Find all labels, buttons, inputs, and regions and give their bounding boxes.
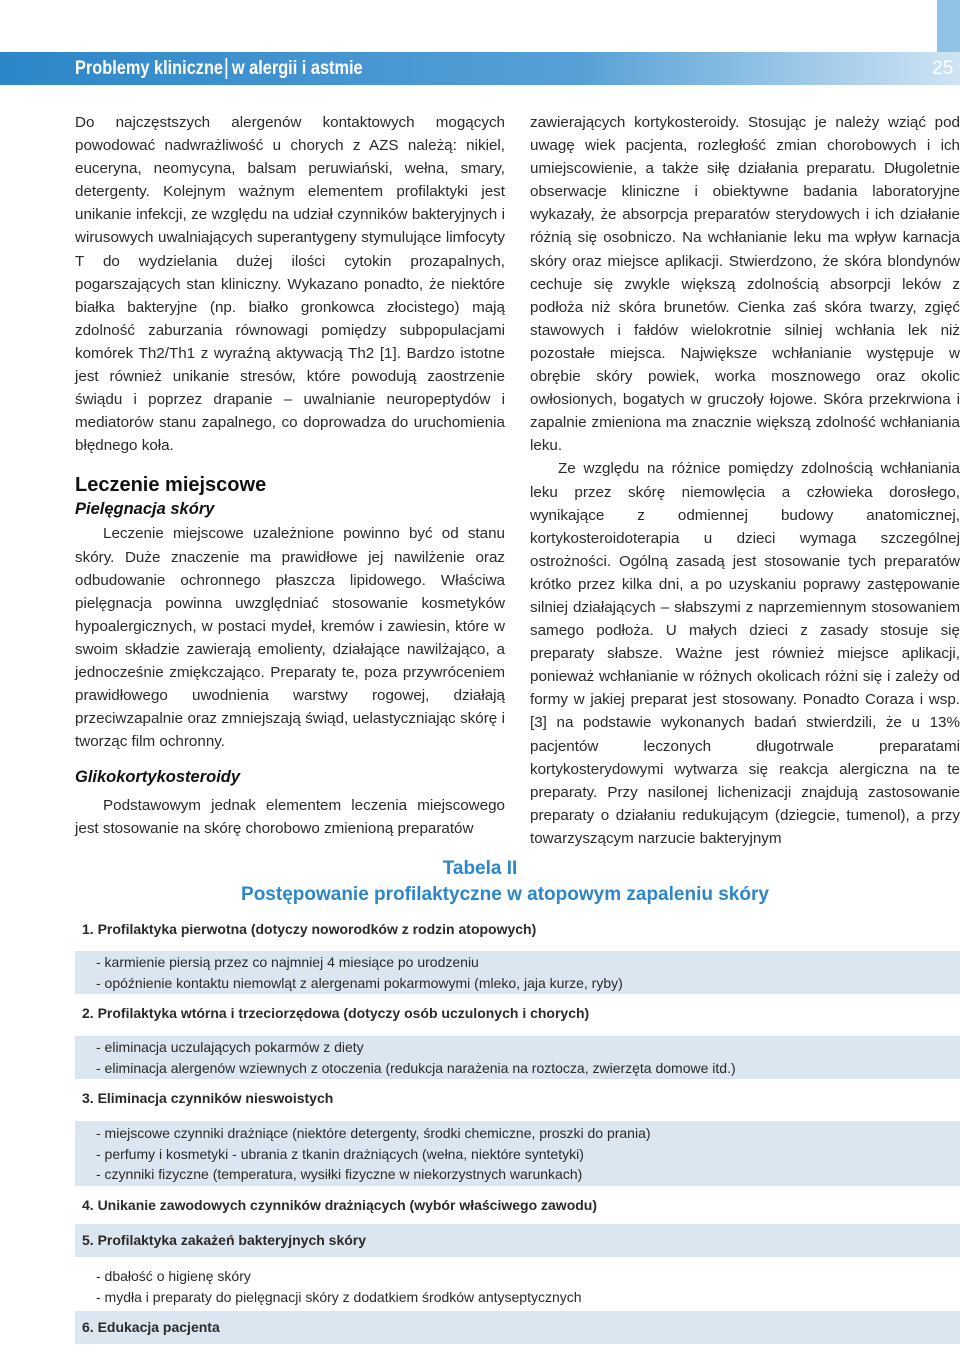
table-item: - mydła i preparaty do pielęgnacji skóry z dodatkiem środków antyseptycznych bbox=[96, 1288, 582, 1305]
left-paragraph-3: Podstawowym jednak elementem leczenia miejscowego jest stosowanie na skórę chorobowo zmienioną preparatów bbox=[75, 797, 505, 838]
journal-title-part2: w alergii i astmie bbox=[231, 58, 363, 79]
table-section-5-items bbox=[75, 1265, 960, 1308]
table-section-3-items bbox=[75, 1121, 960, 1186]
left-column bbox=[75, 111, 505, 841]
table-item: - perfumy i kosmetyki - ubrania z tkanin drażniących (wełna, niektóre syntetyki) bbox=[96, 1145, 584, 1162]
table-section-2-items bbox=[75, 1036, 960, 1079]
table-subtitle: Postępowanie profilaktyczne w atopowym zapaleniu skóry bbox=[241, 884, 769, 905]
section-title: Leczenie miejscowe bbox=[75, 474, 267, 497]
right-column bbox=[530, 111, 960, 850]
subsection-title: Pielęgnacja skóry bbox=[75, 500, 215, 519]
table-section-6-heading-row bbox=[75, 1311, 960, 1344]
journal-title bbox=[75, 58, 363, 80]
right-paragraph-1: zawierających kortykosteroidy. Stosując je należy wziąć pod uwagę wiek pacjenta, rozległość zmian chorobowych i ich umiejscowienie, a także siłę działania preparatu. Długoletnie obserwacje kliniczne i obiektywne badania laboratoryjne wykazały, że absorpcja preparatów sterydowych i ich działanie różnią się osobniczo. Na wchłanianie leku ma wpływ karnacja skóry oraz miejsce aplikacji. Stwierdzono, że skóra blondynów cechuje się zwykle większą zdolnością absorpcji leków z podłoża niż skóra brunetów. Cienka zaś skóra twarzy, zgięć stawowych i fałdów wielokrotnie silniej wchłania lek niż pozostałe miejsca. Największe wchłanianie występuje w obrębie skóry powiek, worka mosznowego oraz okolic owłosionych, bogatych w gruczoły łojowe. Skóra przekrwiona i zapalnie zmieniona ma znacznie większą zdolność wchłaniania leku. bbox=[530, 114, 960, 455]
table-item: - eliminacja alergenów wziewnych z otoczenia (redukcja narażenia na roztocza, zwierzęta domowe itd.) bbox=[96, 1059, 736, 1076]
table-item: - opóźnienie kontaktu niemowląt z alergenami pokarmowymi (mleko, jaja kurze, ryby) bbox=[96, 974, 623, 991]
right-paragraph-2: Ze względu na różnice pomiędzy zdolnością wchłaniania leku przez skórę niemowlęcia a człowieka dorosłego, wynikające z odmiennej budowy anatomicznej, kortykosteroidoterapia u dzieci wymaga szczególnej ostrożności. Ogólną zasadą jest stosowanie tych preparatów krótko przez kilka dni, a po uzyskaniu poprawy zastępowanie silniej działających – słabszymi z naprzemiennym stosowaniem samego podłoża. U małych dzieci z zasady stosuje się preparaty słabsze. Ważne jest również miejsce aplikacji, ponieważ wchłanianie w różnych okolicach różni się i zależy od formy w jakiej preparat jest stosowany. Ponadto Coraza i wsp. [3] na podstawie wykonanych badań stwierdzili, że u 13% pacjentów leczonych długotrwale preparatami kortykosterydowymi wytwarza się reakcja alergiczna na te preparaty. Przy nasilonej lichenizacji znajdują zastosowanie preparaty o działaniu redukującym (dziegcie, tumenol), a przy towarzyszącym narzucie bakteryjnym bbox=[530, 460, 960, 847]
table-item: - miejscowe czynniki drażniące (niektóre detergenty, środki chemiczne, proszki do prania) bbox=[96, 1125, 651, 1141]
table-section-4-heading: 4. Unikanie zawodowych czynników drażniących (wybór właściwego zawodu) bbox=[75, 1196, 960, 1214]
table-section-3-heading: 3. Eliminacja czynników nieswoistych bbox=[75, 1089, 960, 1107]
table-section-5-heading-row bbox=[75, 1224, 960, 1257]
table-item: - czynniki fizyczne (temperatura, wysiłki fizyczne w niekorzystnych warunkach) bbox=[96, 1166, 583, 1182]
table-item: - karmienie piersią przez co najmniej 4 miesiące po urodzeniu bbox=[96, 954, 479, 970]
left-paragraph-2: Leczenie miejscowe uzależnione powinno być od stanu skóry. Duże znaczenie ma prawidłowe jej nawilżenie oraz odbudowanie ochronnego płaszcza lipidowego. Właściwa pielęgnacja powinna uwzględniać stosowanie kosmetyków hypoalergicznych, w postaci mydeł, kremów i zawiesin, które w swoim składzie zawierają emolienty, działające nawilżająco, a jednocześnie zmiękczająco. Preparaty te, poza przywróceniem prawidłowego uwodnienia warstwy rogowej, działają przeciwzapalnie oraz zmniejszają świąd, uelastyczniając skórę i tworząc film ochronny. bbox=[75, 525, 505, 751]
table-section-6-heading: 6. Edukacja pacjenta bbox=[82, 1319, 220, 1335]
table-title: Tabela II bbox=[442, 858, 518, 879]
subsection-title-2: Glikokortykosteroidy bbox=[75, 768, 241, 787]
left-paragraph-1: Do najczęstszych alergenów kontaktowych mogących powodować nadwrażliwość u chorych z AZS należą: nikiel, euceryna, neomycyna, balsam peruwiański, wełna, smary, detergenty. Kolejnym ważnym elementem profilaktyki jest unikanie infekcji, ze względu na udział czynników bakteryjnych i wirusowych uwalniających superantygeny stymulujące limfocyty T do wydzielania dużej ilości cytokin prozapalnych, pogarszających stan kliniczny. Wykazano ponadto, że niektóre białka bakteryjne (np. białko gronkowca złocistego) mają zdolność zaburzania równowagi pomiędzy subpopulacjami komórek Th2/Th1 z wyraźną aktywacją Th2 [1]. Bardzo istotne jest również unikanie stresów, które powodują zaostrzenie świądu i poprzez drapanie – uwalnianie neuropeptydów i mediatorów stanu zapalnego, co doprowadza do uruchomienia błędnego koła. bbox=[75, 114, 505, 455]
page-number: 25 bbox=[932, 58, 954, 79]
table-section-1-heading: 1. Profilaktyka pierwotna (dotyczy noworodków z rodzin atopowych) bbox=[75, 920, 960, 938]
table-section-2-heading: 2. Profilaktyka wtórna i trzeciorzędowa (dotyczy osób uczulonych i chorych) bbox=[75, 1004, 960, 1022]
corner-decoration bbox=[937, 0, 960, 52]
table-item: - eliminacja uczulających pokarmów z diety bbox=[96, 1039, 364, 1055]
table-section-1-items bbox=[75, 951, 960, 994]
journal-title-part1: Problemy kliniczne bbox=[75, 58, 227, 79]
table-section-5-heading: 5. Profilaktyka zakażeń bakteryjnych skóry bbox=[82, 1232, 367, 1248]
table-item: - dbałość o higienę skóry bbox=[96, 1268, 251, 1284]
